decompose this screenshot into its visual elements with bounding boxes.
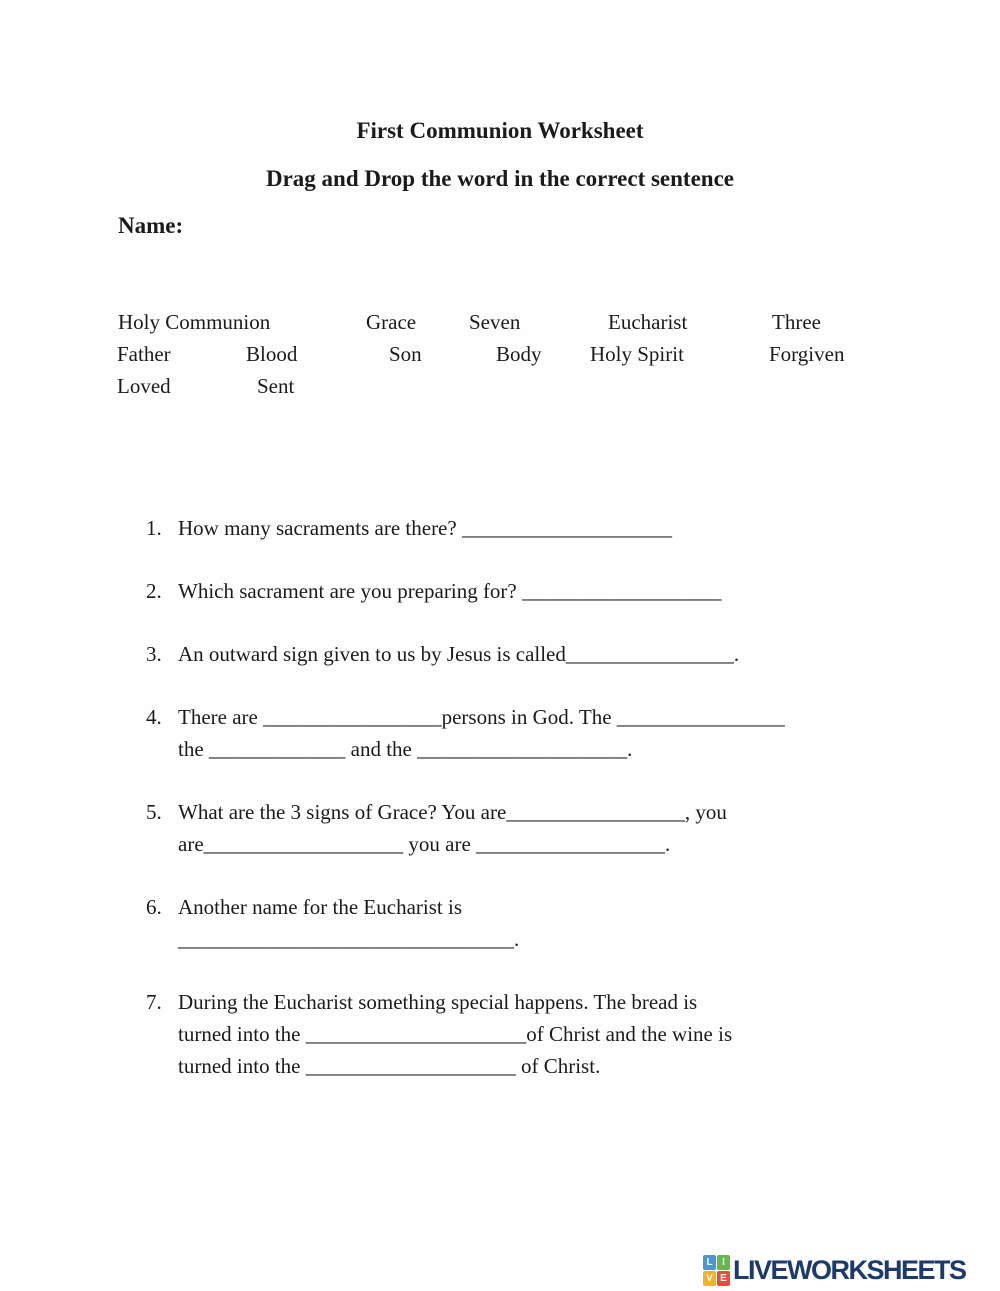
answer-blank[interactable]: _________________ [263,705,442,729]
question-line [178,828,926,860]
word-chip[interactable]: Holy Spirit [590,342,684,366]
answer-blank[interactable]: ____________________ [305,1054,516,1078]
question-number: 6. [146,895,162,919]
question-line [178,701,926,733]
question-text: , you [684,800,727,824]
question-item [146,575,926,607]
answer-blank[interactable]: __________________ [476,832,666,856]
question-number: 4. [146,705,162,729]
question-text: . [627,737,633,761]
question-item [146,891,926,955]
question-line [178,1018,926,1050]
word-chip[interactable]: Body [496,342,542,366]
word-chip[interactable]: Blood [246,342,298,366]
question-item [146,638,926,670]
answer-blank[interactable]: _____________________ [305,1022,527,1046]
liveworksheets-logo[interactable] [703,1255,966,1286]
word-chip[interactable]: Holy Communion [118,310,271,334]
answer-blank[interactable]: ___________________ [522,579,722,603]
question-text: the [178,737,209,761]
question-text: turned into the [178,1054,306,1078]
logo-tile-v: V [703,1271,716,1286]
question-text: are [178,832,204,856]
question-item [146,796,926,860]
question-number: 2. [146,579,162,603]
word-chip[interactable]: Son [389,342,422,366]
question-number: 3. [146,642,162,666]
question-number: 7. [146,990,162,1014]
question-number: 1. [146,516,162,540]
answer-blank[interactable]: _________________ [506,800,685,824]
question-line [178,575,926,607]
question-line [178,638,926,670]
question-text: . [514,927,520,951]
answer-blank[interactable]: ________________________________ [178,927,514,951]
answer-blank[interactable]: ________________ [616,705,785,729]
answer-blank[interactable]: ________________ [565,642,734,666]
question-text: There are [178,705,264,729]
question-text: An outward sign given to us by Jesus is called [178,642,566,666]
question-text: and the [345,737,418,761]
word-chip[interactable]: Sent [257,374,295,398]
question-line [178,986,926,1018]
question-text: Which sacrament are you preparing for? [178,579,522,603]
question-text: How many sacraments are there? [178,516,462,540]
question-line [178,891,926,923]
word-chip[interactable]: Grace [366,310,417,334]
page-title: First Communion Worksheet [356,118,644,143]
answer-blank[interactable]: _____________ [208,737,346,761]
name-label: Name: [118,213,184,238]
logo-tile-l: L [703,1255,716,1270]
answer-blank[interactable]: ____________________ [461,516,672,540]
question-line [178,923,926,955]
question-line [178,733,926,765]
word-chip[interactable]: Three [772,310,821,334]
question-line [178,512,926,544]
question-item [146,701,926,765]
questions-list [146,512,926,1113]
question-line [178,796,926,828]
answer-blank[interactable]: ___________________ [203,832,404,856]
word-chip[interactable]: Loved [117,374,171,398]
question-text: of Christ. [515,1054,601,1078]
question-text: turned into the [178,1022,306,1046]
word-chip[interactable]: Forgiven [769,342,845,366]
question-number: 5. [146,800,162,824]
liveworksheets-logo-icon [703,1255,730,1286]
question-line [178,1050,926,1082]
question-text: persons in God. The [441,705,617,729]
question-item [146,512,926,544]
logo-tile-e: E [717,1271,730,1286]
word-chip[interactable]: Father [117,342,171,366]
question-text: . [665,832,671,856]
question-text: Another name for the Eucharist is [178,895,462,919]
question-text: During the Eucharist something special happens. The bread is [178,990,698,1014]
question-text: of Christ and the wine is [526,1022,733,1046]
question-item [146,986,926,1082]
question-text: . [733,642,740,666]
page-subtitle: Drag and Drop the word in the correct sentence [265,166,735,191]
question-text: What are the 3 signs of Grace? You are [178,800,507,824]
liveworksheets-wordmark: LIVEWORKSHEETS [733,1255,966,1285]
question-text: you are [403,832,477,856]
answer-blank[interactable]: ____________________ [417,737,628,761]
logo-tile-i: I [717,1255,730,1270]
word-chip[interactable]: Eucharist [608,310,688,334]
word-chip[interactable]: Seven [469,310,521,334]
